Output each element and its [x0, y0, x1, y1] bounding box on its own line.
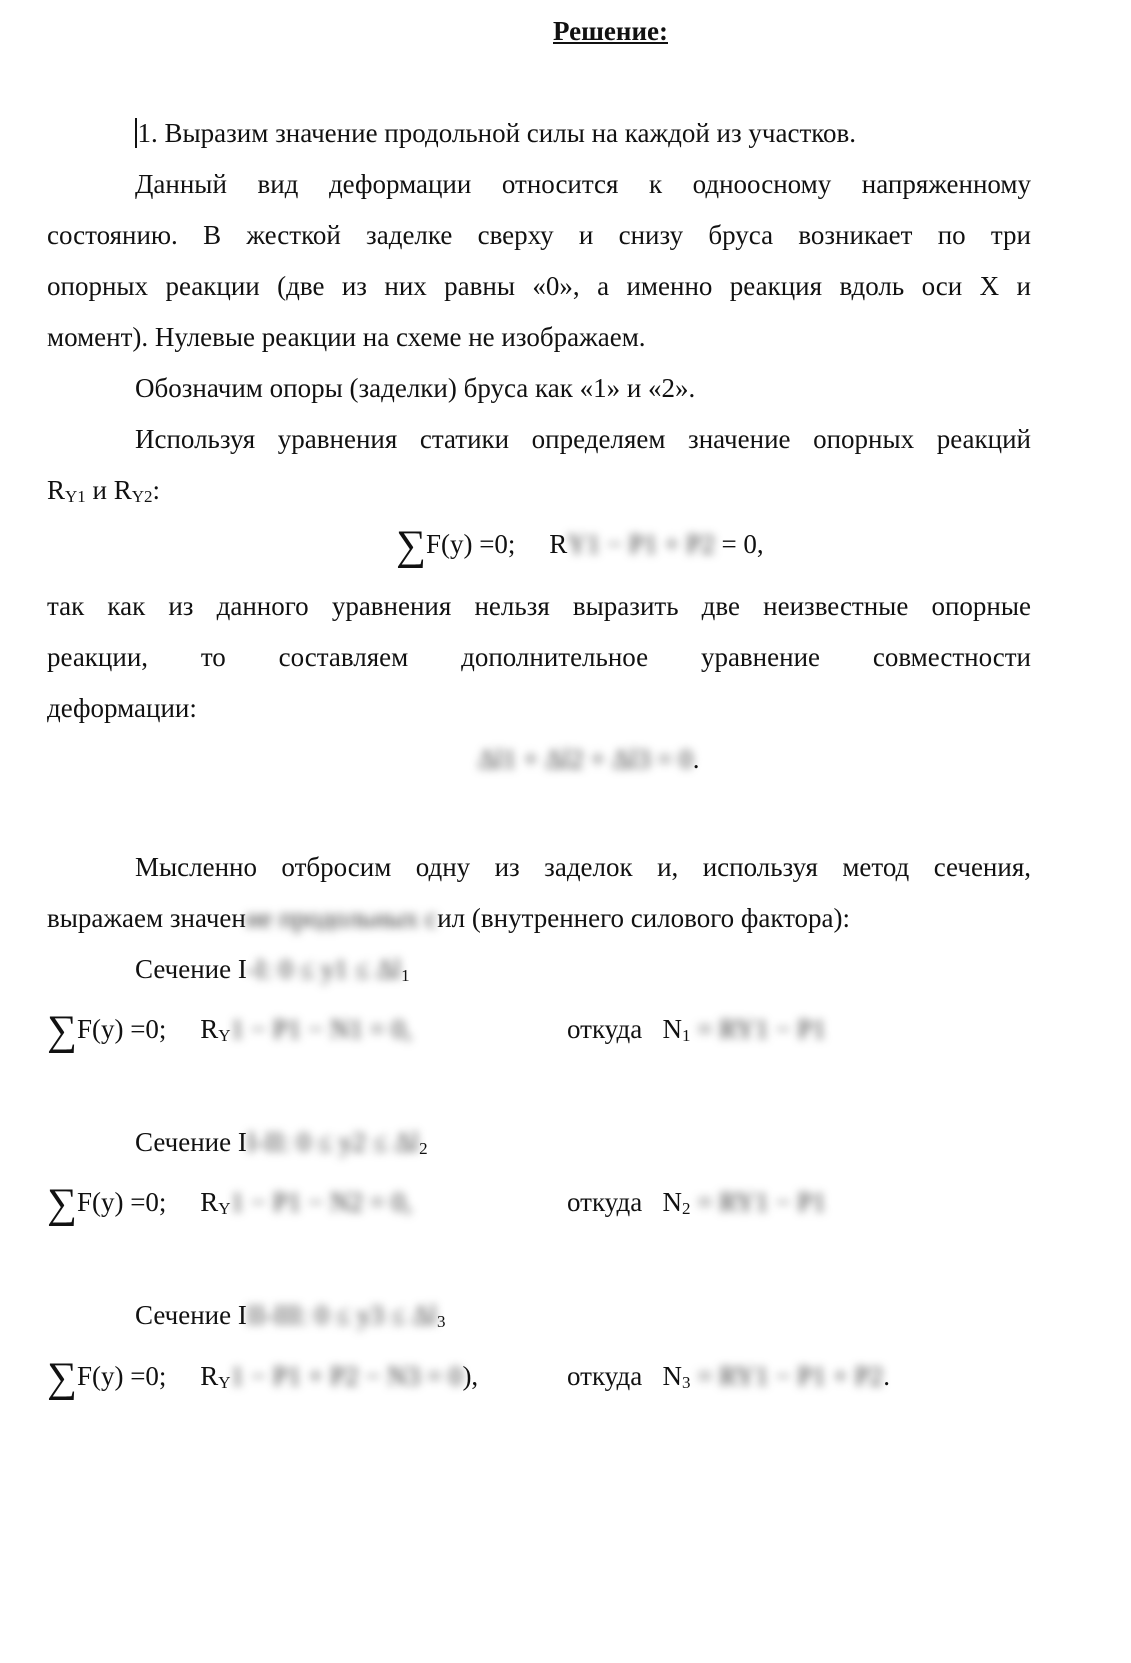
paragraph-3: Обозначим опоры (заделки) бруса как «1» и «2».	[135, 373, 696, 403]
section-2-heading: Сечение II-II: 0 ≤ y2 ≤ Δl2	[135, 1127, 428, 1158]
paragraph-2-line-1: Данный вид деформации относится к одноосному напряженному	[135, 169, 1031, 199]
paragraph-4-line-2: RY1 и RY2:	[47, 475, 161, 506]
paragraph-5-line-3: деформации:	[47, 693, 197, 723]
blurred-expression: 1 − P1 − N2 = 0,	[230, 1187, 412, 1217]
blurred-expression: = RY1 − P1 + P2	[697, 1361, 884, 1391]
equation-compatibility: Δl1 + Δl2 + Δl3 = 0.	[478, 744, 700, 774]
blurred-expression: -I: 0 ≤ y1 ≤ Δl	[246, 954, 402, 984]
blurred-expression: Δl1 + Δl2 + Δl3 = 0	[478, 744, 693, 774]
step-1-text: 1. Выразим значение продольной силы на каждой из участков.	[137, 118, 857, 148]
section-1-equation: ∑F(y) =0; RY1 − P1 − N1 = 0,	[47, 1008, 412, 1054]
equation-sum-forces: ∑F(y) =0; RY1 − P1 + P2 = 0,	[396, 523, 764, 569]
paragraph-step-1	[135, 116, 856, 150]
sigma-symbol: ∑	[396, 523, 426, 569]
sigma-symbol: ∑	[47, 1008, 77, 1054]
paragraph-5-line-1: так как из данного уравнения нельзя выразить две неизвестные опорные	[47, 591, 1031, 621]
section-1-heading: Сечение I-I: 0 ≤ y1 ≤ Δl1	[135, 954, 410, 985]
section-3-result: откуда N3 = RY1 − P1 + P2.	[567, 1361, 890, 1392]
page-title: Решение:	[553, 16, 668, 46]
blurred-expression: 1 − P1 + P2 − N3 = 0	[230, 1361, 463, 1391]
paragraph-5-line-2: реакции, то составляем дополнительное уравнение совместности	[47, 642, 1031, 672]
sigma-symbol: ∑	[47, 1181, 77, 1227]
section-3-equation: ∑F(y) =0; RY1 − P1 + P2 − N3 = 0),	[47, 1355, 479, 1401]
blurred-expression: II-III: 0 ≤ y3 ≤ Δl	[246, 1300, 438, 1330]
sigma-symbol: ∑	[47, 1355, 77, 1401]
blurred-expression: Y1 − P1 + P2	[567, 529, 715, 559]
section-2-result: откуда N2 = RY1 − P1	[567, 1187, 826, 1218]
paragraph-4-line-1: Используя уравнения статики определяем значение опорных реакций	[135, 424, 1031, 454]
paragraph-2-line-3: опорных реакции (две из них равны «0», а именно реакция вдоль оси X и	[47, 271, 1031, 301]
blurred-expression: = RY1 − P1	[697, 1187, 826, 1217]
text-cursor	[135, 118, 137, 148]
paragraph-2-line-2: состоянию. В жесткой заделке сверху и снизу бруса возникает по три	[47, 220, 1031, 250]
paragraph-2-line-4: момент). Нулевые реакции на схеме не изображаем.	[47, 322, 646, 352]
paragraph-6-line-2: выражаем значение продольных сил (внутреннего силового фактора):	[47, 903, 851, 933]
section-3-heading: Сечение III-III: 0 ≤ y3 ≤ Δl3	[135, 1300, 446, 1331]
section-2-equation: ∑F(y) =0; RY1 − P1 − N2 = 0,	[47, 1181, 412, 1227]
paragraph-6-line-1: Мысленно отбросим одну из заделок и, используя метод сечения,	[135, 852, 1031, 882]
blurred-expression: = RY1 − P1	[697, 1014, 826, 1044]
blurred-expression: 1 − P1 − N1 = 0,	[230, 1014, 412, 1044]
section-1-result: откуда N1 = RY1 − P1	[567, 1014, 826, 1045]
blurred-expression: ие продольных с	[245, 903, 438, 933]
blurred-expression: I-II: 0 ≤ y2 ≤ Δl	[246, 1127, 420, 1157]
